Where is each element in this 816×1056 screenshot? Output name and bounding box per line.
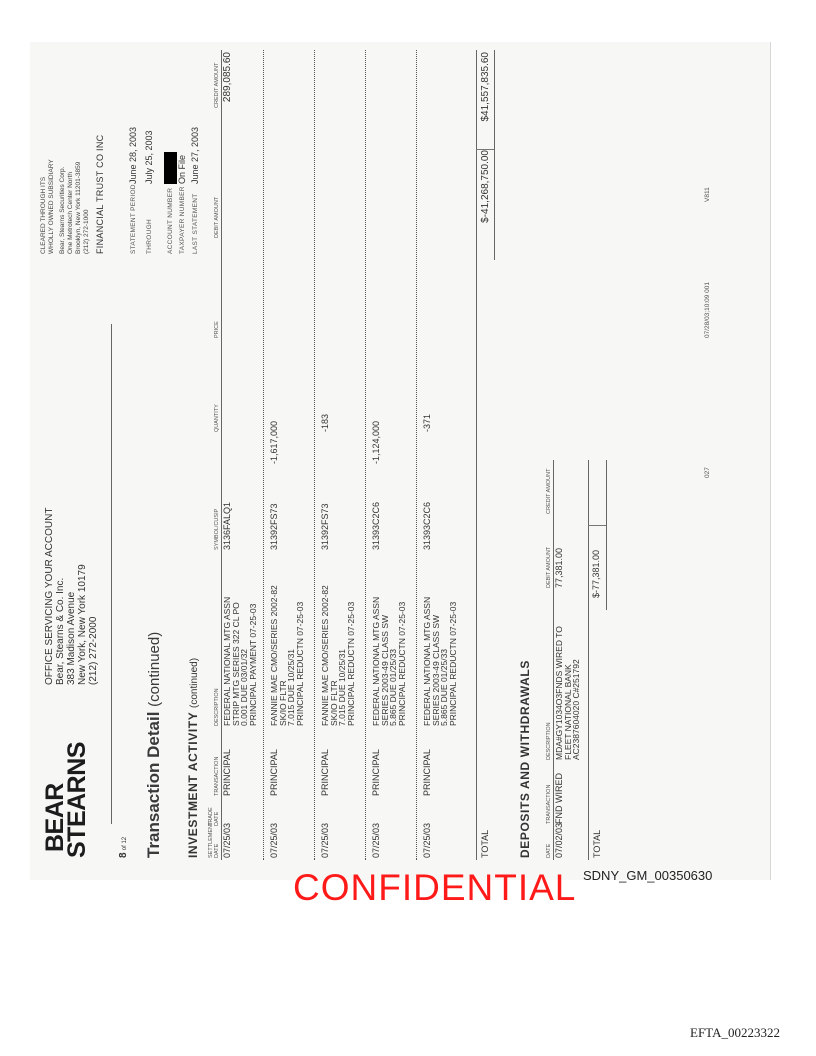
total-divider — [476, 149, 494, 150]
col-description: DESCRIPTION — [214, 688, 220, 726]
investment-title-continued: (continued) — [189, 657, 200, 708]
table-header-rule — [221, 50, 222, 860]
efta-number: EFTA_00223322 — [690, 1025, 780, 1040]
description-line: 5.865 DUE 01/25/33 — [388, 648, 398, 726]
through-value: July 25, 2003 — [144, 130, 154, 184]
deposits-total-bottom-rule — [606, 460, 607, 610]
total-bottom-rule — [494, 50, 495, 260]
description-line: FANNIE MAE CMO/SERIES 2002-82 — [269, 585, 279, 726]
cell-description — [270, 585, 304, 726]
cell-settlement-date: 07/25/03 — [371, 822, 381, 858]
section-title: Transaction Detail — [144, 711, 163, 858]
footer-version: V811 — [704, 187, 711, 202]
page-number-total: of 12 — [122, 836, 128, 851]
description-line: MDA#GY1034O3FNDS WIRED TO — [554, 626, 564, 760]
cell-transaction: PRINCIPAL — [371, 749, 381, 796]
header-rule — [111, 324, 112, 824]
col-credit: CREDIT AMOUNT — [214, 62, 220, 108]
last-statement-label: LAST STATEMENT — [192, 193, 199, 254]
row-divider — [416, 50, 417, 860]
investment-activity-title — [186, 658, 200, 858]
cell-description — [372, 597, 406, 726]
description-line: FANNIE MAE CMO/SERIES 2002-82 — [320, 585, 330, 726]
description-line: SK/IO FLTR — [277, 680, 288, 726]
col-debit: DEBIT AMOUNT — [214, 196, 220, 238]
total-rule — [476, 50, 477, 860]
col-dep-description: DESCRIPTION — [546, 722, 552, 760]
description-line: FEDERAL NATIONAL MTG ASSN — [422, 596, 432, 726]
cell-symbol: 3136FALQ1 — [222, 501, 232, 550]
cleared-line: WHOLLY OWNED SUBSIDIARY — [48, 159, 55, 254]
description-line: STRIP MTG SERIES 322 CL PO — [230, 602, 241, 726]
col-quantity: QUANTITY — [214, 404, 220, 432]
description-line: 0.001 DUE 03/01/32 — [239, 648, 249, 726]
cell-dep-debit: 77,381.00 — [554, 547, 564, 588]
row-divider — [263, 50, 264, 860]
investment-total-label: TOTAL — [480, 829, 490, 858]
cell-transaction: PRINCIPAL — [422, 749, 432, 796]
office-line: 383 Madison Avenue — [66, 591, 77, 685]
cell-dep-transaction: FND WIRED — [554, 773, 564, 824]
deposits-total-rule — [588, 460, 589, 860]
office-line: New York, New York 10179 — [77, 564, 88, 685]
cleared-address-line: Bear, Stearns Securities Corp. — [59, 166, 66, 254]
cleared-address-line: One Metrotech Center North — [67, 171, 74, 254]
row-divider — [365, 50, 366, 860]
account-number-label: ACCOUNT NUMBER — [167, 187, 174, 254]
cell-quantity: -1,617,000 — [269, 420, 279, 464]
office-line: OFFICE SERVICING YOUR ACCOUNT — [44, 507, 55, 685]
col-dep-transaction: TRANSACTION — [546, 784, 552, 824]
deposits-total-label: TOTAL — [592, 829, 602, 858]
deposits-title: DEPOSITS AND WITHDRAWALS — [518, 660, 532, 858]
cell-transaction: PRINCIPAL — [269, 749, 279, 796]
cleared-line: CLEARED THROUGH ITS — [40, 176, 47, 254]
statement-info — [128, 54, 203, 254]
description-line: AC2387604020 C#251792 — [571, 659, 581, 760]
logo-line-2: STEARNS — [63, 742, 91, 858]
cell-transaction: PRINCIPAL — [222, 749, 232, 796]
description-line: SERIES 2003-49 CLASS SW — [430, 614, 441, 726]
cell-symbol: 31392FS73 — [269, 503, 279, 550]
col-settlement-date: SETTLEMENT DATE — [208, 821, 220, 858]
description-line: PRINCIPAL PAYMENT 07-25-03 — [247, 603, 258, 726]
description-line: FEDERAL NATIONAL MTG ASSN — [371, 596, 381, 726]
col-trade-date: TRADE DATE — [208, 807, 220, 826]
cell-credit: 289,085.60 — [222, 52, 233, 103]
investment-total-credit: $41,557,835.60 — [480, 52, 491, 122]
bear-stearns-logo — [41, 742, 91, 858]
description-line: PRINCIPAL REDUCTN 07-25-03 — [294, 601, 305, 726]
col-dep-debit: DEBIT AMOUNT — [546, 546, 552, 588]
taxpayer-number-label: TAXPAYER NUMBER — [179, 186, 186, 254]
col-date: DATE — [546, 843, 552, 858]
statement-period-value: June 28, 2003 — [128, 126, 138, 184]
description-line: PRINCIPAL REDUCTN 07-25-03 — [345, 601, 356, 726]
taxpayer-number-value: On File — [177, 154, 187, 184]
logo-line-1: BEAR — [41, 783, 69, 852]
cell-dep-description — [555, 626, 581, 760]
description-line: 7.015 DUE 10/25/31 — [337, 648, 347, 726]
col-symbol: SYMBOL/CUSIP — [214, 508, 220, 550]
deposits-total-divider — [588, 525, 606, 526]
page-title — [144, 632, 164, 858]
confidential-stamp: CONFIDENTIAL — [293, 867, 577, 908]
description-line: PRINCIPAL REDUCTN 07-25-03 — [447, 601, 458, 726]
description-line: PRINCIPAL REDUCTN 07-25-03 — [396, 601, 407, 726]
office-line: Bear, Stearns & Co. Inc. — [55, 577, 66, 685]
statement-period-label: STATEMENT PERIOD — [130, 184, 137, 254]
cell-description — [423, 597, 457, 726]
investment-total-debit: $-41,268,750.00 — [480, 150, 491, 223]
office-line: (212) 272-2000 — [88, 616, 99, 685]
description-line: SERIES 2003-49 CLASS SW — [379, 614, 390, 726]
row-divider — [314, 50, 315, 860]
deposits-total-debit: $-77,381.00 — [591, 549, 601, 598]
description-line: 7.015 DUE 10/25/31 — [286, 648, 296, 726]
cell-quantity: -1,124,000 — [371, 420, 381, 464]
cell-settlement-date: 07/25/03 — [320, 822, 330, 858]
cell-quantity: -183 — [320, 413, 330, 432]
cell-settlement-date: 07/25/03 — [269, 822, 279, 858]
client-name: FINANCIAL TRUST CO INC — [95, 134, 105, 254]
clearing-firm-block — [40, 135, 105, 254]
redaction-box — [164, 152, 177, 184]
cell-quantity: -371 — [422, 413, 432, 432]
page-number-current: 8 — [118, 852, 129, 858]
cell-settlement-date: 07/25/03 — [222, 822, 232, 858]
cleared-address-line: Brooklyn, New York 11201-3859 — [75, 161, 82, 254]
cell-symbol: 31393C2C6 — [422, 501, 432, 550]
description-line: SK/IO FLTR — [328, 680, 339, 726]
office-address-block — [44, 508, 99, 685]
description-line: 5.865 DUE 01/25/33 — [439, 648, 449, 726]
cell-description — [321, 585, 355, 726]
footer-code: 027 — [704, 467, 711, 478]
page-number — [118, 837, 129, 858]
section-title-continued: (continued) — [146, 631, 163, 707]
description-line: FLEET NATIONAL BANK — [562, 664, 573, 760]
footer-timestamp: 07/28/03;10:09 001 — [704, 281, 711, 338]
cleared-address-line: (212) 272-1000 — [83, 209, 90, 254]
col-price: PRICE — [214, 321, 220, 338]
cell-transaction: PRINCIPAL — [320, 749, 330, 796]
investment-title-text: INVESTMENT ACTIVITY — [186, 711, 200, 858]
cell-date: 07/02/03 — [554, 822, 564, 858]
col-transaction: TRANSACTION — [214, 756, 220, 796]
cell-description — [223, 597, 257, 726]
cell-settlement-date: 07/25/03 — [422, 822, 432, 858]
description-line: FEDERAL NATIONAL MTG ASSN — [222, 596, 232, 726]
bates-number: SDNY_GM_00350630 — [583, 868, 713, 883]
col-dep-credit: CREDIT AMOUNT — [546, 468, 552, 514]
cell-symbol: 31392FS73 — [320, 503, 330, 550]
last-statement-value: June 27, 2003 — [190, 126, 200, 184]
through-label: THROUGH — [146, 219, 153, 254]
cell-symbol: 31393C2C6 — [371, 501, 381, 550]
rotated-statement — [40, 50, 720, 860]
